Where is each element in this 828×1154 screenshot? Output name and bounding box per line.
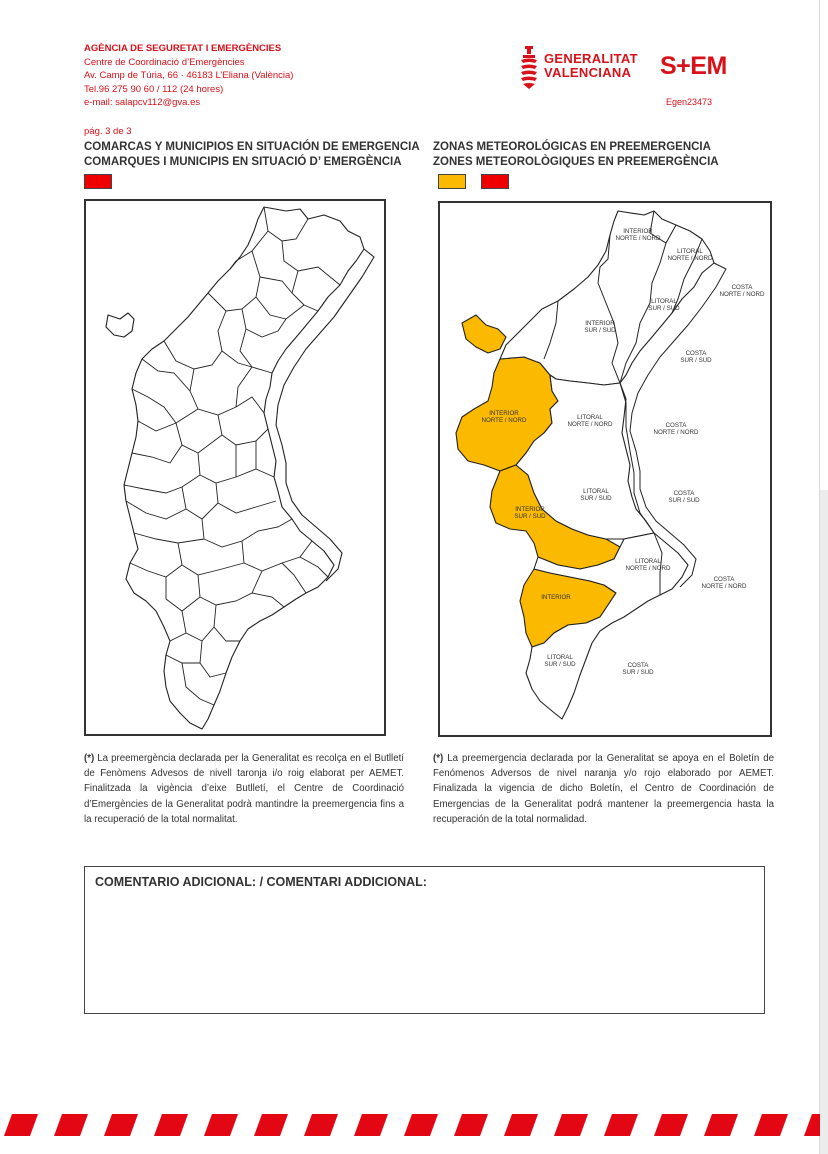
bottom-stripe-decoration — [0, 1114, 820, 1136]
zone-label: COSTA — [665, 422, 687, 429]
address: Av. Camp de Túria, 66 · 46183 L’Eliana (València) — [84, 70, 294, 82]
left-title-va: COMARQUES I MUNICIPIS EN SITUACIÓ D’ EMERGÈNCIA — [84, 156, 402, 168]
zone-label: INTERIOR — [515, 506, 545, 513]
left-panel-title — [84, 140, 420, 170]
svg-text:INTERIOR — [541, 594, 571, 601]
zone-label: COSTA — [731, 284, 753, 291]
stripe-segment — [254, 1114, 288, 1136]
zone-label: INTERIOR — [489, 410, 519, 417]
svg-text:LITORALNORTE / NORD: LITORAL NORTE / NORD — [567, 414, 613, 429]
svg-text:LITORALNORTE / NORD: LITORAL NORTE / NORD — [625, 558, 671, 573]
email: e-mail: salapcv112@gva.es — [84, 97, 201, 109]
region-outline — [124, 207, 364, 729]
phone: Tel.96 275 90 60 / 112 (24 hores) — [84, 83, 224, 95]
svg-text:COSTANORTE / NORD: COSTA NORTE / NORD — [719, 284, 765, 299]
scrollbar[interactable] — [820, 490, 828, 1154]
svg-text:LITORALSUR / SUD: LITORAL SUR / SUD — [648, 298, 680, 313]
sem-logo: S+EM — [660, 52, 727, 80]
comarques-map-svg — [86, 201, 384, 734]
svg-text:INTERIORNORTE / NORD: INTERIOR NORTE / NORD — [481, 410, 527, 425]
header-contact — [84, 42, 293, 110]
note-valencian — [84, 751, 404, 827]
stripe-segment — [604, 1114, 638, 1136]
zone-label: LITORAL — [635, 558, 661, 565]
zone-label: LITORAL — [677, 248, 703, 255]
svg-text:COSTASUR / SUD: COSTA SUR / SUD — [622, 662, 654, 677]
zone-label: LITORAL — [577, 414, 603, 421]
zone-label: INTERIOR — [541, 594, 571, 601]
note-marker: (*) — [84, 753, 95, 764]
stripe-segment — [154, 1114, 188, 1136]
stripe-segment — [754, 1114, 788, 1136]
stripe-segment — [654, 1114, 688, 1136]
right-title-es: ZONAS METEOROLÓGICAS EN PREEMERGENCIA — [433, 141, 711, 153]
stripe-segment — [554, 1114, 588, 1136]
svg-text:INTERIORSUR / SUD: INTERIOR SUR / SUD — [584, 320, 616, 335]
svg-text:INTERIORSUR / SUD: INTERIOR SUR / SUD — [514, 506, 546, 521]
stripe-segment — [4, 1114, 38, 1136]
zone-label: COSTA — [713, 576, 735, 583]
note-spanish-text: La preemergencia declarada por la Generalitat se apoya en el Boletín de Fenómenos Adversos de nivel naranja y/o rojo elaborado por AEMET. Finalizada la vigencia de dicho Boletín, el Centro de Coordinación de Emergencias de la Generalitat podrá mantener la preemergencia hasta la recuperación de la total normalidad. — [433, 753, 775, 825]
zones-map-svg — [440, 203, 770, 735]
stripe-segment — [804, 1114, 820, 1136]
zone-label: COSTA — [627, 662, 649, 669]
right-panel-title — [433, 140, 719, 170]
note-valencian-text: La preemergència declarada per la Generalitat es recolça en el Butlletí de Fenòmens Advesos de nivell taronja i/o roig elaborat per AEMET. Finalitzada la vigència d’eixe Butlletí, el Centre de Coordinació d’Emergències de la Generalitat podrà mantindre la preemergencia fins a la recuperació de la total normalitat. — [84, 753, 404, 825]
legend-swatch-orange — [438, 174, 466, 189]
zone-label: INTERIOR — [623, 228, 653, 235]
svg-text:INTERIORNORTE / NORD: INTERIOR NORTE / NORD — [615, 228, 661, 243]
stripe-segment — [204, 1114, 238, 1136]
zone-label: COSTA — [685, 350, 707, 357]
additional-comment-box[interactable] — [84, 866, 765, 1014]
zone-label: LITORAL — [651, 298, 677, 305]
svg-text:COSTANORTE / NORD: COSTA NORTE / NORD — [653, 422, 699, 437]
left-title-es: COMARCAS Y MUNICIPIOS EN SITUACIÓN DE EMERGENCIA — [84, 141, 420, 153]
stripe-group — [4, 1114, 820, 1136]
logo-gv-line2: VALENCIANA — [544, 65, 632, 80]
islet-rincon — [106, 313, 134, 337]
stripe-segment — [504, 1114, 538, 1136]
municipalities-map — [84, 199, 386, 736]
right-title-va: ZONES METEOROLÒGIQUES EN PREEMERGÈNCIA — [433, 156, 719, 168]
zone-label: LITORAL — [547, 654, 573, 661]
svg-text:COSTASUR / SUD: COSTA SUR / SUD — [680, 350, 712, 365]
logo-gv-line1: GENERALITAT — [544, 51, 638, 66]
stripe-segment — [704, 1114, 738, 1136]
zone-label: COSTA — [673, 490, 695, 497]
stripe-segment — [54, 1114, 88, 1136]
note-spanish — [433, 751, 774, 827]
stripe-segment — [354, 1114, 388, 1136]
generalitat-emblem-icon — [518, 44, 542, 90]
svg-text:LITORALSUR / SUD: LITORAL SUR / SUD — [544, 654, 576, 669]
islet-highlight — [462, 315, 506, 353]
generalitat-logo — [518, 44, 638, 90]
meteorological-zones-map — [438, 201, 772, 737]
svg-text:COSTANORTE / NORD: COSTA NORTE / NORD — [701, 576, 747, 591]
stripe-segment — [404, 1114, 438, 1136]
document-code: Egen23473 — [666, 97, 713, 107]
agency-name: AGÈNCIA DE SEGURETAT I EMERGÈNCIES — [84, 43, 282, 54]
zone-label: LITORAL — [583, 488, 609, 495]
stripe-segment — [104, 1114, 138, 1136]
note-marker: (*) — [433, 753, 444, 764]
svg-text:COSTASUR / SUD: COSTA SUR / SUD — [668, 490, 700, 505]
svg-text:LITORALNORTE / NORD: LITORAL NORTE / NORD — [667, 248, 713, 263]
svg-text:LITORALSUR / SUD: LITORAL SUR / SUD — [580, 488, 612, 503]
stripe-segment — [454, 1114, 488, 1136]
legend-swatch-red — [481, 174, 509, 189]
comment-label: COMENTARIO ADICIONAL: / COMENTARI ADDICIONAL: — [95, 875, 427, 889]
legend-swatch-emergency — [84, 174, 112, 189]
centre-name: Centre de Coordinació d’Emergències — [84, 56, 245, 68]
stripe-segment — [304, 1114, 338, 1136]
page-number: pág. 3 de 3 — [84, 126, 132, 137]
zone-label: INTERIOR — [585, 320, 615, 327]
